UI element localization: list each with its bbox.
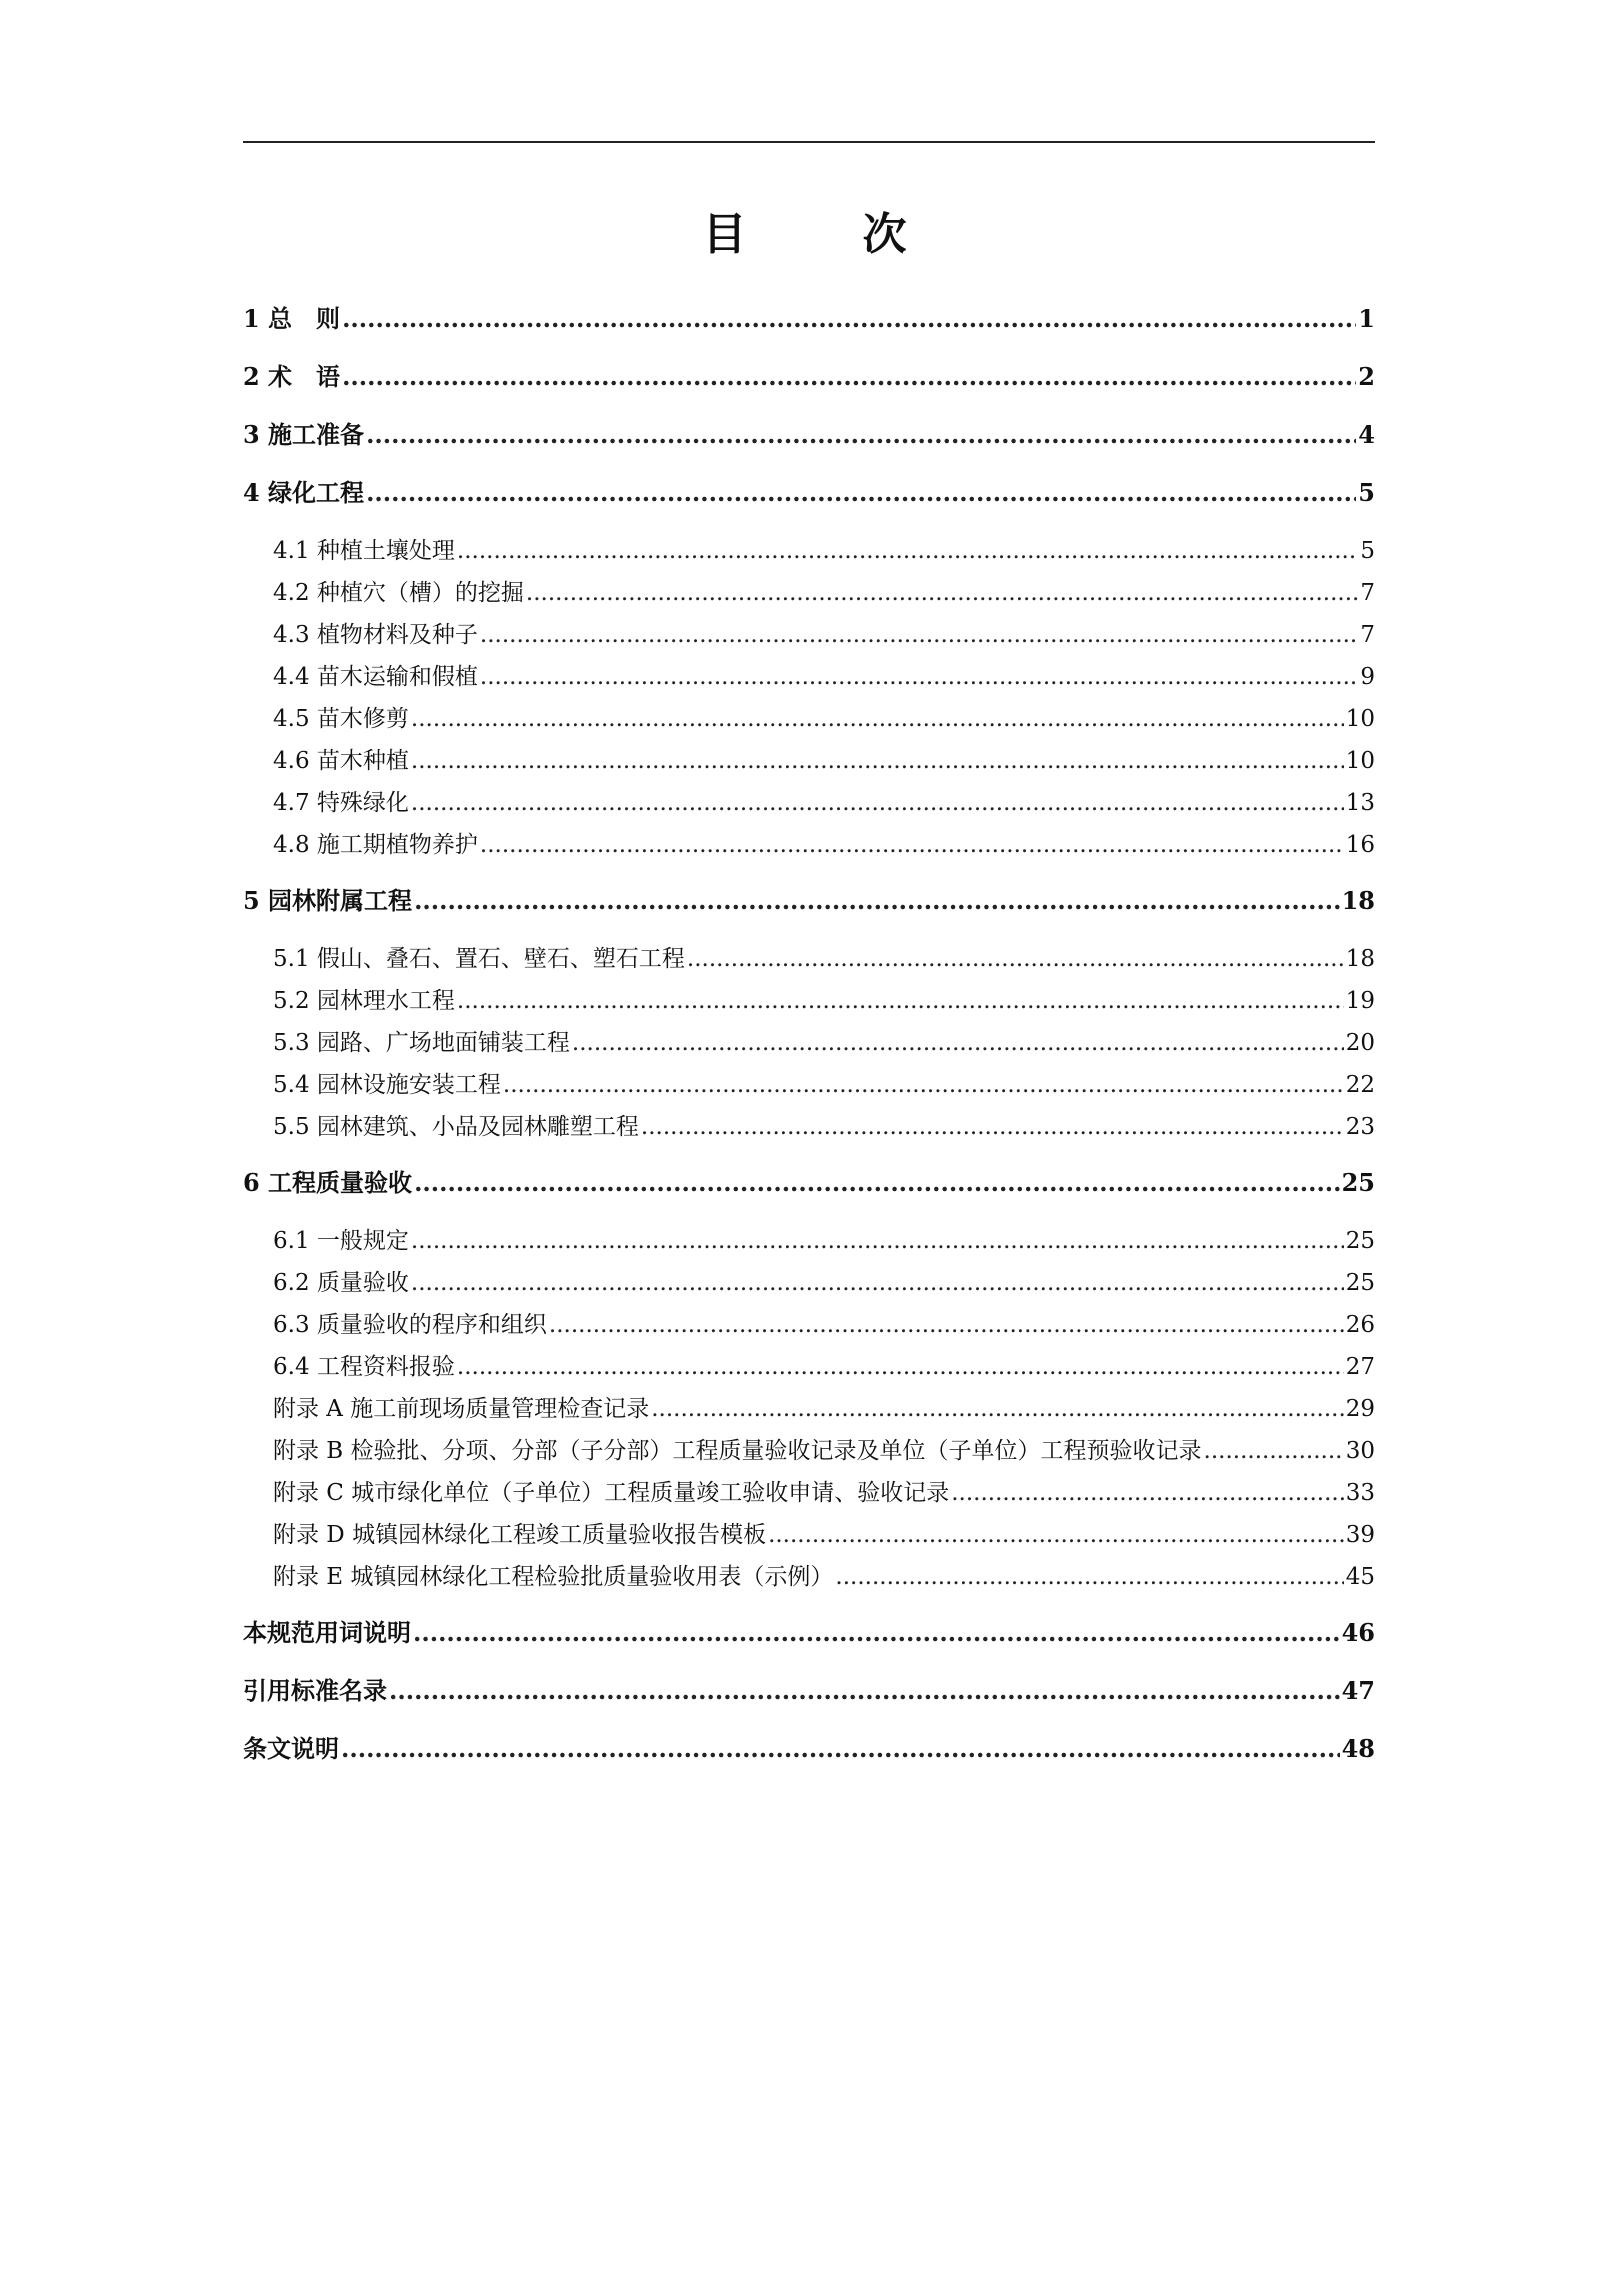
toc-page-number: 5 [1358, 478, 1375, 507]
dot-leader [411, 740, 1344, 782]
toc-entry-label: 4 绿化工程 [243, 478, 365, 507]
toc-entry-label: 4.7 特殊绿化 [273, 790, 409, 816]
toc-chapter-entry[interactable] [243, 1662, 1375, 1720]
toc-section-entry[interactable] [243, 1388, 1375, 1430]
dot-leader [457, 530, 1358, 572]
toc-page-number: 20 [1345, 1030, 1375, 1056]
toc-entry-label: 条文说明 [243, 1734, 339, 1763]
toc-page-number: 16 [1345, 832, 1375, 858]
toc-entry-label: 5.5 园林建筑、小品及园林雕塑工程 [273, 1114, 639, 1140]
dot-leader [366, 464, 1356, 522]
toc-section-entry[interactable] [243, 1064, 1375, 1106]
dot-leader [457, 1346, 1344, 1388]
toc-section-entry[interactable] [243, 1220, 1375, 1262]
toc-chapter-entry[interactable] [243, 290, 1375, 348]
toc-entry-label: 附录 C 城市绿化单位（子单位）工程质量竣工验收申请、验收记录 [273, 1480, 950, 1506]
toc-page-number: 23 [1345, 1114, 1375, 1140]
dot-leader [526, 572, 1358, 614]
toc-page-number: 10 [1345, 748, 1375, 774]
toc-entry-label: 2 术 语 [243, 362, 341, 391]
toc-section-entry[interactable] [243, 1472, 1375, 1514]
page-title: 目 次 [702, 209, 943, 260]
toc-section-entry[interactable] [243, 1262, 1375, 1304]
toc-page-number: 18 [1341, 886, 1375, 915]
toc-entry-label: 4.8 施工期植物养护 [273, 832, 478, 858]
toc-section-entry[interactable] [243, 1514, 1375, 1556]
dot-leader [342, 348, 1356, 406]
toc-chapter-entry[interactable] [243, 1604, 1375, 1662]
table-of-contents [243, 290, 1375, 1778]
toc-page-number: 46 [1341, 1618, 1375, 1647]
toc-entry-label: 4.4 苗木运输和假植 [273, 664, 478, 690]
toc-entry-label: 6 工程质量验收 [243, 1168, 413, 1197]
toc-page-number: 19 [1345, 988, 1375, 1014]
header-rule [243, 141, 1375, 143]
toc-page-number: 25 [1345, 1270, 1375, 1296]
toc-entry-label: 引用标准名录 [243, 1676, 387, 1705]
toc-section-entry[interactable] [243, 824, 1375, 866]
toc-section-entry[interactable] [243, 1430, 1375, 1472]
toc-section-entry[interactable] [243, 740, 1375, 782]
toc-page-number: 48 [1341, 1734, 1375, 1763]
toc-entry-label: 4.5 苗木修剪 [273, 706, 409, 732]
toc-page-number: 47 [1341, 1676, 1375, 1705]
dot-leader [480, 614, 1358, 656]
dot-leader [687, 938, 1344, 980]
toc-chapter-entry[interactable] [243, 1720, 1375, 1778]
dot-leader [641, 1106, 1344, 1148]
dot-leader [480, 656, 1358, 698]
toc-page-number: 39 [1345, 1522, 1375, 1548]
toc-chapter-entry[interactable] [243, 348, 1375, 406]
dot-leader [480, 824, 1344, 866]
toc-entry-label: 5.1 假山、叠石、置石、壁石、塑石工程 [273, 946, 685, 972]
toc-chapter-entry[interactable] [243, 464, 1375, 522]
dot-leader [411, 1220, 1344, 1262]
toc-page-number: 25 [1345, 1228, 1375, 1254]
dot-leader [414, 872, 1340, 930]
dot-leader [457, 980, 1344, 1022]
toc-entry-label: 5.2 园林理水工程 [273, 988, 455, 1014]
toc-section-entry[interactable] [243, 938, 1375, 980]
toc-page-number: 45 [1345, 1564, 1375, 1590]
toc-page-number: 1 [1358, 304, 1375, 333]
dot-leader [411, 782, 1344, 824]
toc-page-number: 18 [1345, 946, 1375, 972]
toc-entry-label: 本规范用词说明 [243, 1618, 411, 1647]
toc-entry-label: 5.4 园林设施安装工程 [273, 1072, 501, 1098]
toc-chapter-entry[interactable] [243, 1154, 1375, 1212]
toc-page-number: 2 [1358, 362, 1375, 391]
toc-entry-label: 附录 A 施工前现场质量管理检查记录 [273, 1396, 650, 1422]
toc-entry-label: 4.1 种植土壤处理 [273, 538, 455, 564]
dot-leader [413, 1604, 1340, 1662]
toc-section-entry[interactable] [243, 698, 1375, 740]
toc-page-number: 22 [1345, 1072, 1375, 1098]
dot-leader [342, 290, 1356, 348]
toc-section-entry[interactable] [243, 782, 1375, 824]
dot-leader [549, 1304, 1344, 1346]
dot-leader [411, 698, 1344, 740]
toc-section-entry[interactable] [243, 572, 1375, 614]
dot-leader [503, 1064, 1344, 1106]
toc-entry-label: 5.3 园路、广场地面铺装工程 [273, 1030, 570, 1056]
dot-leader [835, 1556, 1343, 1598]
dot-leader [411, 1262, 1344, 1304]
toc-section-entry[interactable] [243, 614, 1375, 656]
toc-entry-label: 附录 D 城镇园林绿化工程竣工质量验收报告模板 [273, 1522, 767, 1548]
toc-page-number: 9 [1360, 664, 1375, 690]
dot-leader [366, 406, 1356, 464]
toc-page-number: 7 [1360, 622, 1375, 648]
toc-page-number: 26 [1345, 1312, 1375, 1338]
dot-leader [768, 1514, 1344, 1556]
toc-chapter-entry[interactable] [243, 872, 1375, 930]
toc-page-number: 29 [1345, 1396, 1375, 1422]
toc-page-number: 13 [1345, 790, 1375, 816]
toc-entry-label: 6.4 工程资料报验 [273, 1354, 455, 1380]
toc-section-entry[interactable] [243, 1106, 1375, 1148]
toc-section-entry[interactable] [243, 1304, 1375, 1346]
toc-page-number: 4 [1358, 420, 1375, 449]
dot-leader [341, 1720, 1340, 1778]
dot-leader [951, 1472, 1343, 1514]
toc-entry-label: 1 总 则 [243, 304, 341, 333]
toc-page-number: 10 [1345, 706, 1375, 732]
toc-entry-label: 4.3 植物材料及种子 [273, 622, 478, 648]
toc-entry-label: 6.3 质量验收的程序和组织 [273, 1312, 547, 1338]
dot-leader [389, 1662, 1340, 1720]
dot-leader [414, 1154, 1340, 1212]
toc-entry-label: 附录 E 城镇园林绿化工程检验批质量验收用表（示例） [273, 1564, 834, 1590]
dot-leader [651, 1388, 1343, 1430]
toc-page-number: 7 [1360, 580, 1375, 606]
toc-page-number: 25 [1341, 1168, 1375, 1197]
toc-section-entry[interactable] [243, 1556, 1375, 1598]
toc-section-entry[interactable] [243, 1022, 1375, 1064]
toc-page-number: 30 [1345, 1438, 1375, 1464]
toc-entry-label: 6.1 一般规定 [273, 1228, 409, 1254]
toc-entry-label: 3 施工准备 [243, 420, 365, 449]
toc-page-number: 5 [1360, 538, 1375, 564]
toc-section-entry[interactable] [243, 530, 1375, 572]
toc-entry-label: 6.2 质量验收 [273, 1270, 409, 1296]
toc-page-number: 27 [1345, 1354, 1375, 1380]
toc-entry-label: 5 园林附属工程 [243, 886, 413, 915]
dot-leader [572, 1022, 1344, 1064]
dot-leader [1204, 1430, 1344, 1472]
toc-entry-label: 4.6 苗木种植 [273, 748, 409, 774]
toc-entry-label: 附录 B 检验批、分项、分部（子分部）工程质量验收记录及单位（子单位）工程预验收记录 [273, 1438, 1202, 1464]
toc-section-entry[interactable] [243, 1346, 1375, 1388]
toc-chapter-entry[interactable] [243, 406, 1375, 464]
toc-section-entry[interactable] [243, 656, 1375, 698]
toc-page-number: 33 [1345, 1480, 1375, 1506]
toc-entry-label: 4.2 种植穴（槽）的挖掘 [273, 580, 524, 606]
toc-section-entry[interactable] [243, 980, 1375, 1022]
